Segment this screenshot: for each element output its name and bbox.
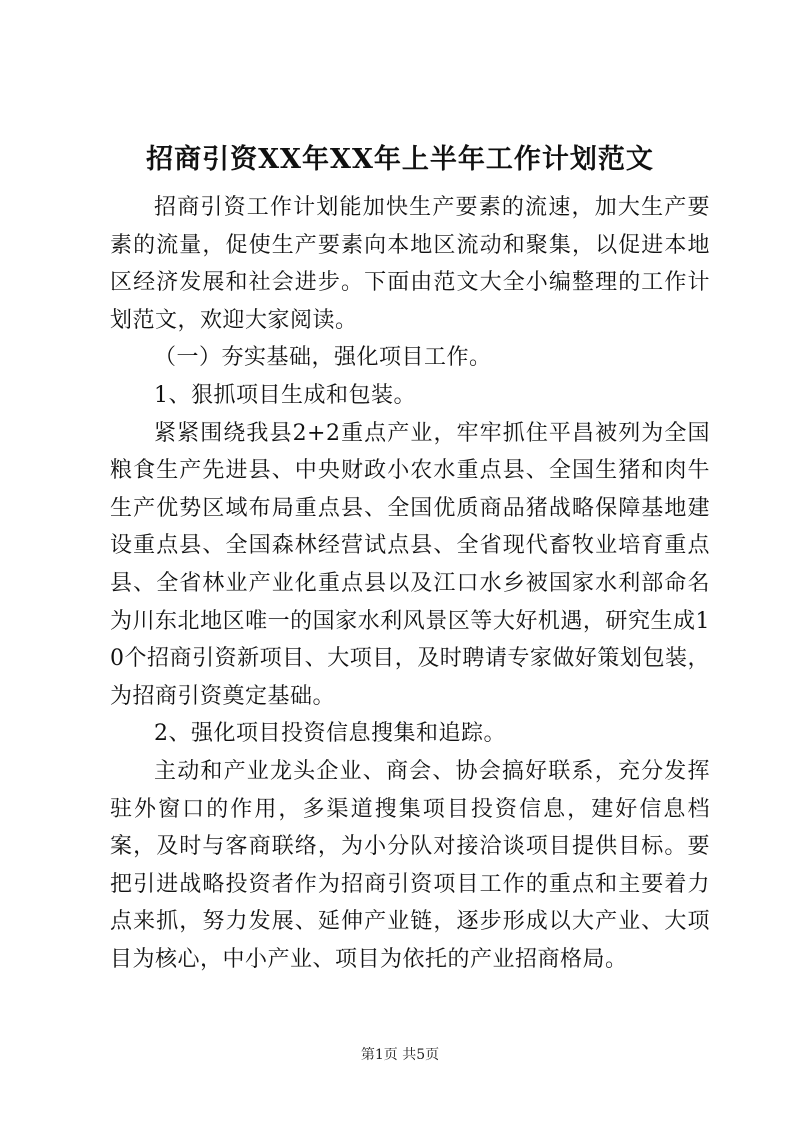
- section-heading-1: （一）夯实基础，强化项目工作。: [154, 345, 492, 371]
- subheading-2: 2、强化项目投资信息搜集和追踪。: [154, 721, 506, 747]
- page-number-footer: 第1页 共5页: [360, 1047, 440, 1063]
- body-paragraph-1: 紧紧围绕我县2+2重点产业，牢牢抓住平昌被列为全国粮食生产先进县、中央财政小农水重点县、全国生猪和肉牛生产优势区域布局重点县、全国优质商品猪战略保障基地建设重点县、全国森林经营试点县、全省现代畜牧业培育重点县、全省林业产业化重点县以及江口水乡被国家水利部命名为川东北地区唯一的国家水利风景区等大好机遇，研究生成10个招商引资新项目、大项目，及时聘请专家做好策划包装，为招商引资奠定基础。: [110, 420, 710, 709]
- document-body: [110, 189, 710, 978]
- document-title: 招商引资XX年XX年上半年工作计划范文: [146, 144, 654, 175]
- intro-paragraph: 招商引资工作计划能加快生产要素的流速，加大生产要素的流量，促使生产要素向本地区流动和聚集，以促进本地区经济发展和社会进步。下面由范文大全小编整理的工作计划范文，欢迎大家阅读。: [110, 195, 710, 333]
- body-paragraph-2: 主动和产业龙头企业、商会、协会搞好联系，充分发挥驻外窗口的作用，多渠道搜集项目投资信息，建好信息档案，及时与客商联络，为小分队对接洽谈项目提供目标。要把引进战略投资者作为招商引资项目工作的重点和主要着力点来抓，努力发展、延伸产业链，逐步形成以大产业、大项目为核心，中小产业、项目为依托的产业招商格局。: [110, 758, 710, 972]
- subheading-1: 1、狠抓项目生成和包装。: [154, 382, 416, 408]
